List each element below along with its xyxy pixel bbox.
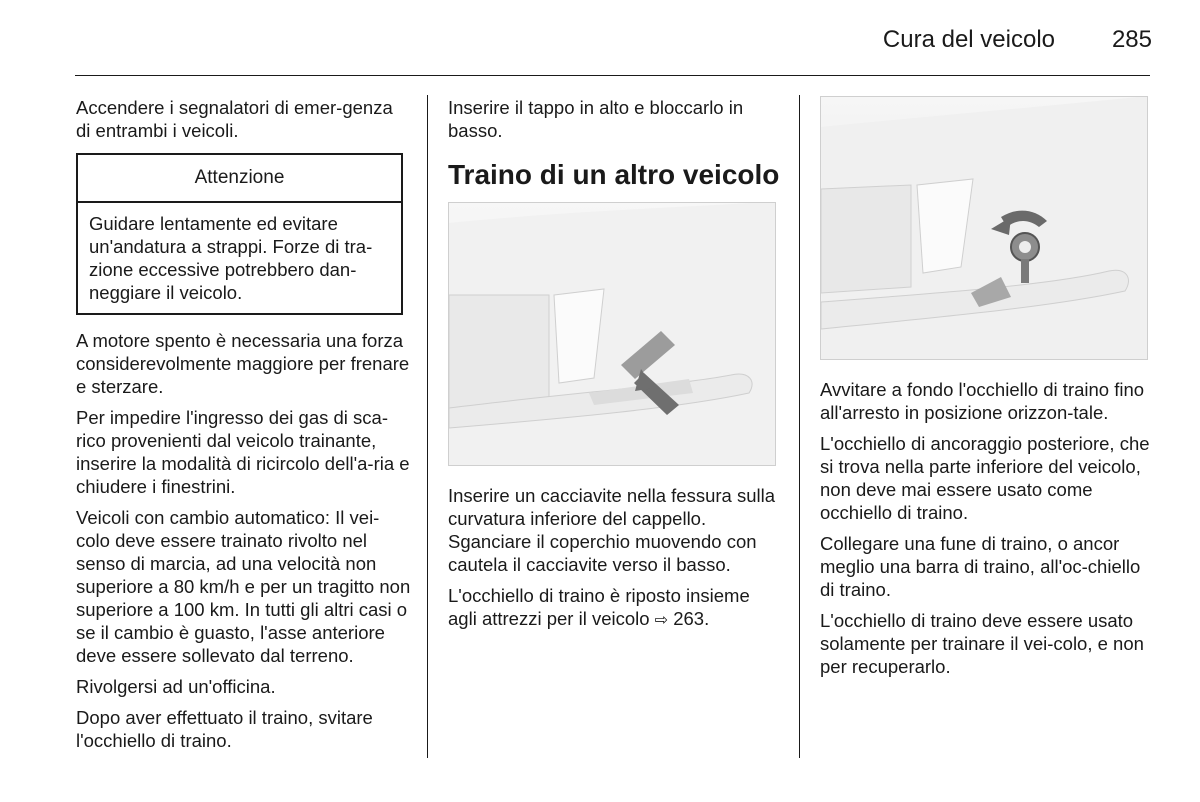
section-title: Traino di un altro veicolo bbox=[448, 159, 780, 190]
warning-text: Guidare lentamente ed evitare un'andatura a strappi. Forze di tra-zione eccessive potrebbero dan-neggiare il veicolo. bbox=[89, 213, 373, 303]
arrow-right-icon: ⇨ bbox=[654, 612, 669, 629]
paragraph: Rivolgersi ad un'officina. bbox=[76, 676, 276, 697]
warning-title: Attenzione bbox=[78, 155, 401, 203]
column-middle bbox=[448, 96, 783, 640]
column-right bbox=[820, 96, 1155, 686]
paragraph: A motore spento è necessaria una forza considerevolmente maggiore per frenare e sterzare. bbox=[76, 330, 410, 397]
warning-box bbox=[76, 153, 403, 315]
bumper-cover-illustration bbox=[448, 202, 776, 466]
paragraph: L'occhiello di ancoraggio posteriore, che si trova nella parte inferiore del veicolo, non deve mai essere usato come occhiello di traino. bbox=[820, 433, 1150, 523]
paragraph: Avvitare a fondo l'occhiello di traino fino all'arresto in posizione orizzon-tale. bbox=[820, 379, 1145, 423]
intro-paragraph: Inserire il tappo in alto e bloccarlo in basso. bbox=[448, 97, 744, 141]
paragraph: Inserire un cacciavite nella fessura sulla curvatura inferiore del cappello. Sganciare il coperchio muovendo con cautela il cacciavite verso il basso. bbox=[448, 485, 775, 575]
paragraph: Collegare una fune di traino, o ancor meglio una barra di traino, all'oc-chiello di traino. bbox=[820, 533, 1141, 600]
page-number: 285 bbox=[1111, 26, 1152, 53]
column-divider-left bbox=[427, 95, 428, 758]
paragraph: L'occhiello di traino deve essere usato solamente per trainare il vei-colo, e non per recuperarlo. bbox=[820, 610, 1144, 677]
towing-eye-illustration bbox=[820, 96, 1148, 360]
paragraph: Veicoli con cambio automatico: Il vei-colo deve essere trainato rivolto nel senso di marcia, ad una velocità non superiore a 80 km/h e per un tragitto non superiore a 100 km. In tutti gli altri casi o se il cambio è guasto, l'asse anteriore deve essere sollevato dal terreno. bbox=[76, 507, 411, 666]
paragraph: Dopo aver effettuato il traino, svitare l'occhiello di traino. bbox=[76, 707, 373, 751]
column-left bbox=[76, 96, 411, 760]
header-rule bbox=[75, 75, 1150, 76]
reference-paragraph bbox=[448, 584, 783, 632]
page-reference-link[interactable]: 263. bbox=[673, 608, 710, 629]
paragraph: Per impedire l'ingresso dei gas di sca-rico provenienti dal veicolo trainante, inserire la modalità di ricircolo dell'a-ria e chiudere i finestrini. bbox=[76, 407, 410, 497]
intro-paragraph: Accendere i segnalatori di emer-genza di entrambi i veicoli. bbox=[76, 97, 393, 141]
header-title: Cura del veicolo bbox=[882, 26, 1055, 53]
column-divider-right bbox=[799, 95, 800, 758]
reference-text: L'occhiello di traino è riposto insieme agli attrezzi per il veicolo bbox=[448, 585, 750, 629]
